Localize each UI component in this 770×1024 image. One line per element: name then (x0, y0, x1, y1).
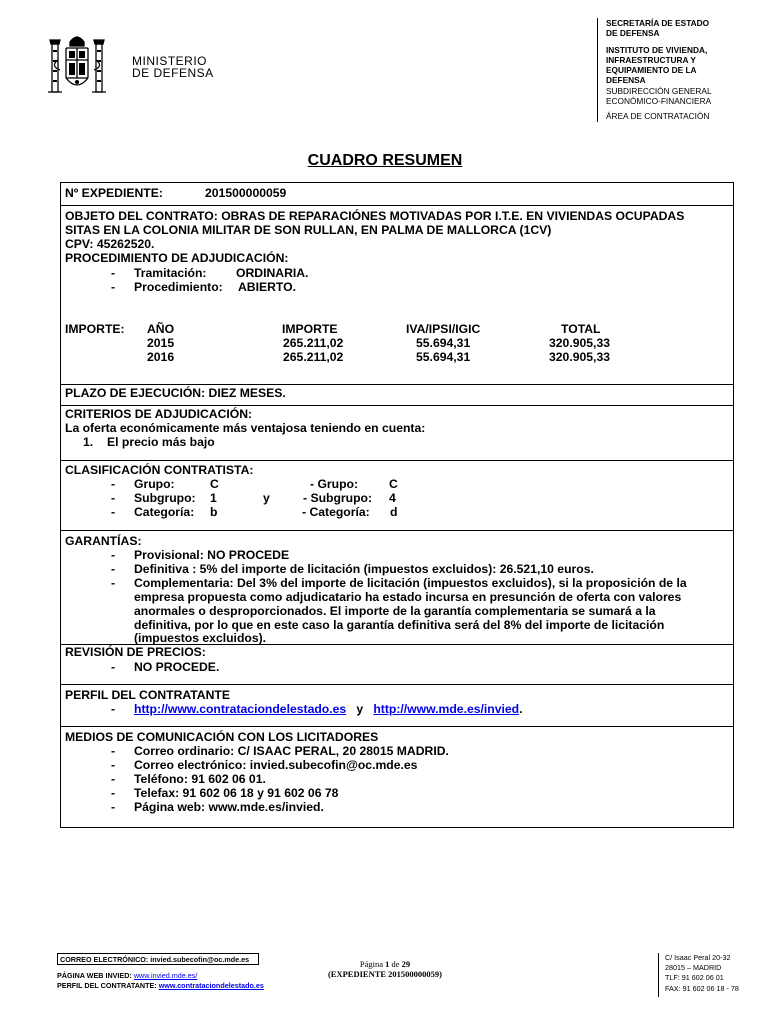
dash: - (111, 280, 116, 294)
expediente-value: 201500000059 (205, 186, 287, 200)
garantia-complementaria-1: Complementaria: Del 3% del importe de licitación (impuestos excluidos), si la proposición de la (134, 576, 687, 590)
importe-cell: 320.905,33 (549, 350, 610, 364)
instituto-1: INSTITUTO DE VIVIENDA, (606, 44, 708, 55)
cpv: CPV: 45262520. (65, 237, 155, 251)
revision-value: NO PROCEDE. (134, 660, 220, 674)
revision-heading: REVISIÓN DE PRECIOS: (65, 645, 206, 659)
ministry-name (132, 55, 214, 79)
medio-item: Correo electrónico: invied.subecofin@oc.mde.es (134, 758, 418, 772)
importe-header-total: TOTAL (561, 322, 601, 336)
categoria-label: Categoría: (134, 505, 195, 519)
address-line-1: C/ Isaac Peral 20-32 (665, 953, 731, 962)
importe-cell: 265.211,02 (283, 336, 344, 350)
dash: - (111, 744, 116, 758)
importe-header-year: AÑO (147, 322, 175, 336)
subgrupo2-value: 4 (389, 491, 396, 505)
instituto-4: DEFENSA (606, 75, 646, 86)
procedimiento-label: Procedimiento: (134, 280, 223, 294)
garantia-provisional: Provisional: NO PROCEDE (134, 548, 290, 562)
page-label: Página (359, 959, 383, 969)
dash: - (111, 491, 116, 505)
importe-cell: 2016 (147, 350, 175, 364)
page-title-wrap (0, 152, 770, 170)
procedimiento-value: ABIERTO. (238, 280, 297, 294)
garantia-complementaria-5: (impuestos excluidos). (134, 631, 267, 645)
categoria-value: b (210, 505, 218, 519)
subdireccion-2: ECONÓMICO-FINANCIERA (606, 96, 712, 107)
section-revision (61, 644, 733, 685)
y-connector: y (263, 491, 270, 505)
perfil-dot: . (519, 702, 523, 716)
mde-invied-link[interactable]: http://www.mde.es/invied (373, 702, 520, 716)
dash: - (111, 548, 116, 562)
footer-perfil-label: PERFIL DEL CONTRATANTE: (57, 981, 159, 990)
garantia-definitiva: Definitiva : 5% del importe de licitación (impuestos excluidos): 26.521,10 euros. (134, 562, 594, 576)
page-title: CUADRO RESUMEN (307, 152, 463, 169)
perfil-y: y (356, 702, 364, 716)
importe-label: IMPORTE: (65, 322, 125, 336)
medio-item: Telefax: 91 602 06 18 y 91 602 06 78 (134, 786, 339, 800)
importe-header-amount: IMPORTE (282, 322, 338, 336)
section-objeto (61, 205, 733, 385)
sec-estado-1: SECRETARÍA DE ESTADO (606, 18, 710, 28)
subgrupo2-label: - Subgrupo: (303, 491, 373, 505)
importe-cell: 2015 (147, 336, 175, 350)
address-line-3: TLF: 91 602 06 01 (665, 973, 724, 983)
dash: - (111, 660, 116, 674)
dash: - (111, 505, 116, 519)
section-expediente (61, 183, 733, 205)
dash: - (111, 477, 116, 491)
medio-item: Página web: www.mde.es/invied. (134, 800, 324, 814)
criterios-heading: CRITERIOS DE ADJUDICACIÓN: (65, 407, 253, 421)
objeto-line-1: OBJETO DEL CONTRATO: OBRAS DE REPARACIÓNES MOTIVADAS POR I.T.E. EN VIVIENDAS OCUPADAS (65, 209, 685, 223)
ministry-line-2: DE DEFENSA (132, 66, 214, 80)
dash: - (111, 266, 116, 280)
criterio-item: El precio más bajo (107, 435, 215, 449)
department-block (597, 18, 766, 122)
importe-header-iva: IVA/IPSI/IGIC (406, 322, 481, 336)
section-medios (61, 726, 733, 830)
expediente-label: Nº EXPEDIENTE: (65, 186, 163, 200)
sec-estado-2: DE DEFENSA (606, 28, 660, 39)
importe-cell: 320.905,33 (549, 336, 610, 350)
dash: - (111, 758, 116, 772)
perfil-links (134, 702, 523, 716)
grupo-label: Grupo: (134, 477, 175, 491)
grupo2-value: C (389, 477, 398, 491)
dash: - (111, 772, 116, 786)
footer-correo: CORREO ELECTRÓNICO: invied.subecofin@oc.mde.es (57, 953, 259, 965)
footer-address (658, 953, 739, 997)
grupo-value: C (210, 477, 219, 491)
footer-web-label: PÁGINA WEB INVIED: (57, 971, 134, 980)
coat-of-arms-logo (46, 30, 108, 106)
medio-item: Teléfono: 91 602 06 01. (134, 772, 266, 786)
footer-expediente: (EXPEDIENTE 201500000059) (327, 969, 443, 979)
page-total: 29 (401, 959, 411, 969)
address-line-4: FAX: 91 602 06 18 - 78 (665, 983, 739, 993)
dash: - (111, 786, 116, 800)
importe-cell: 265.211,02 (283, 350, 344, 364)
section-plazo (61, 384, 733, 406)
contratacion-estado-link[interactable]: http://www.contrataciondelestado.es (134, 702, 347, 716)
clasificacion-heading: CLASIFICACIÓN CONTRATISTA: (65, 463, 254, 477)
criterios-intro: La oferta económicamente más ventajosa teniendo en cuenta: (65, 421, 426, 435)
section-garantias (61, 530, 733, 645)
categoria2-label: - Categoría: (302, 505, 370, 519)
ministry-line-1: MINISTERIO (132, 54, 208, 68)
area-contratacion: ÁREA DE CONTRATACIÓN (606, 111, 710, 122)
categoria2-value: d (390, 505, 398, 519)
dash: - (111, 702, 116, 716)
subdireccion-1: SUBDIRECCIÓN GENERAL (606, 85, 712, 96)
section-clasificacion (61, 460, 733, 531)
footer-perfil-link[interactable]: www.contrataciondelestado.es (158, 981, 264, 990)
garantias-heading: GARANTÍAS: (65, 534, 142, 548)
instituto-2: INFRAESTRUCTURA Y (606, 54, 696, 65)
summary-table (60, 182, 734, 828)
subgrupo-value: 1 (210, 491, 217, 505)
garantia-complementaria-3: anormales o desproporcionados. El importe de la garantía complementaria se sumará a la (134, 604, 656, 618)
dash: - (111, 800, 116, 814)
tramitacion-label: Tramitación: (134, 266, 207, 280)
section-perfil (61, 684, 733, 727)
objeto-line-2: SITAS EN LA COLONIA MILITAR DE SON RULLAN, EN PALMA DE MALLORCA (1CV) (65, 223, 552, 237)
page-de: de (391, 959, 400, 969)
criterio-number: 1. (83, 435, 94, 449)
page-number (0, 959, 770, 969)
grupo2-label: - Grupo: (310, 477, 359, 491)
tramitacion-value: ORDINARIA. (236, 266, 309, 280)
procedimiento-heading: PROCEDIMIENTO DE ADJUDICACIÓN: (65, 251, 289, 265)
section-criterios (61, 405, 733, 461)
address-line-2: 28015 – MADRID (665, 963, 722, 973)
dash: - (111, 562, 116, 576)
perfil-heading: PERFIL DEL CONTRATANTE (65, 688, 230, 702)
importe-cell: 55.694,31 (416, 336, 471, 350)
medio-item: Correo ordinario: C/ ISAAC PERAL, 20 28015 MADRID. (134, 744, 449, 758)
page-current: 1 (385, 959, 390, 969)
garantia-complementaria-4: definitiva, por lo que en este caso la garantía definitiva será del 8% del importe de licitación (134, 618, 665, 632)
footer-perfil (57, 981, 264, 990)
dash: - (111, 576, 116, 590)
instituto-3: EQUIPAMIENTO DE LA (606, 65, 697, 76)
plazo-ejecucion: PLAZO DE EJECUCIÓN: DIEZ MESES. (65, 386, 286, 400)
importe-cell: 55.694,31 (416, 350, 471, 364)
garantia-complementaria-2: empresa propuesta como adjudicatario ha estado incursa en presunción de oferta con valores (134, 590, 682, 604)
footer-web-link[interactable]: www.invied.mde.es/ (133, 971, 198, 980)
medios-heading: MEDIOS DE COMUNICACIÓN CON LOS LICITADORES (65, 730, 379, 744)
subgrupo-label: Subgrupo: (134, 491, 196, 505)
